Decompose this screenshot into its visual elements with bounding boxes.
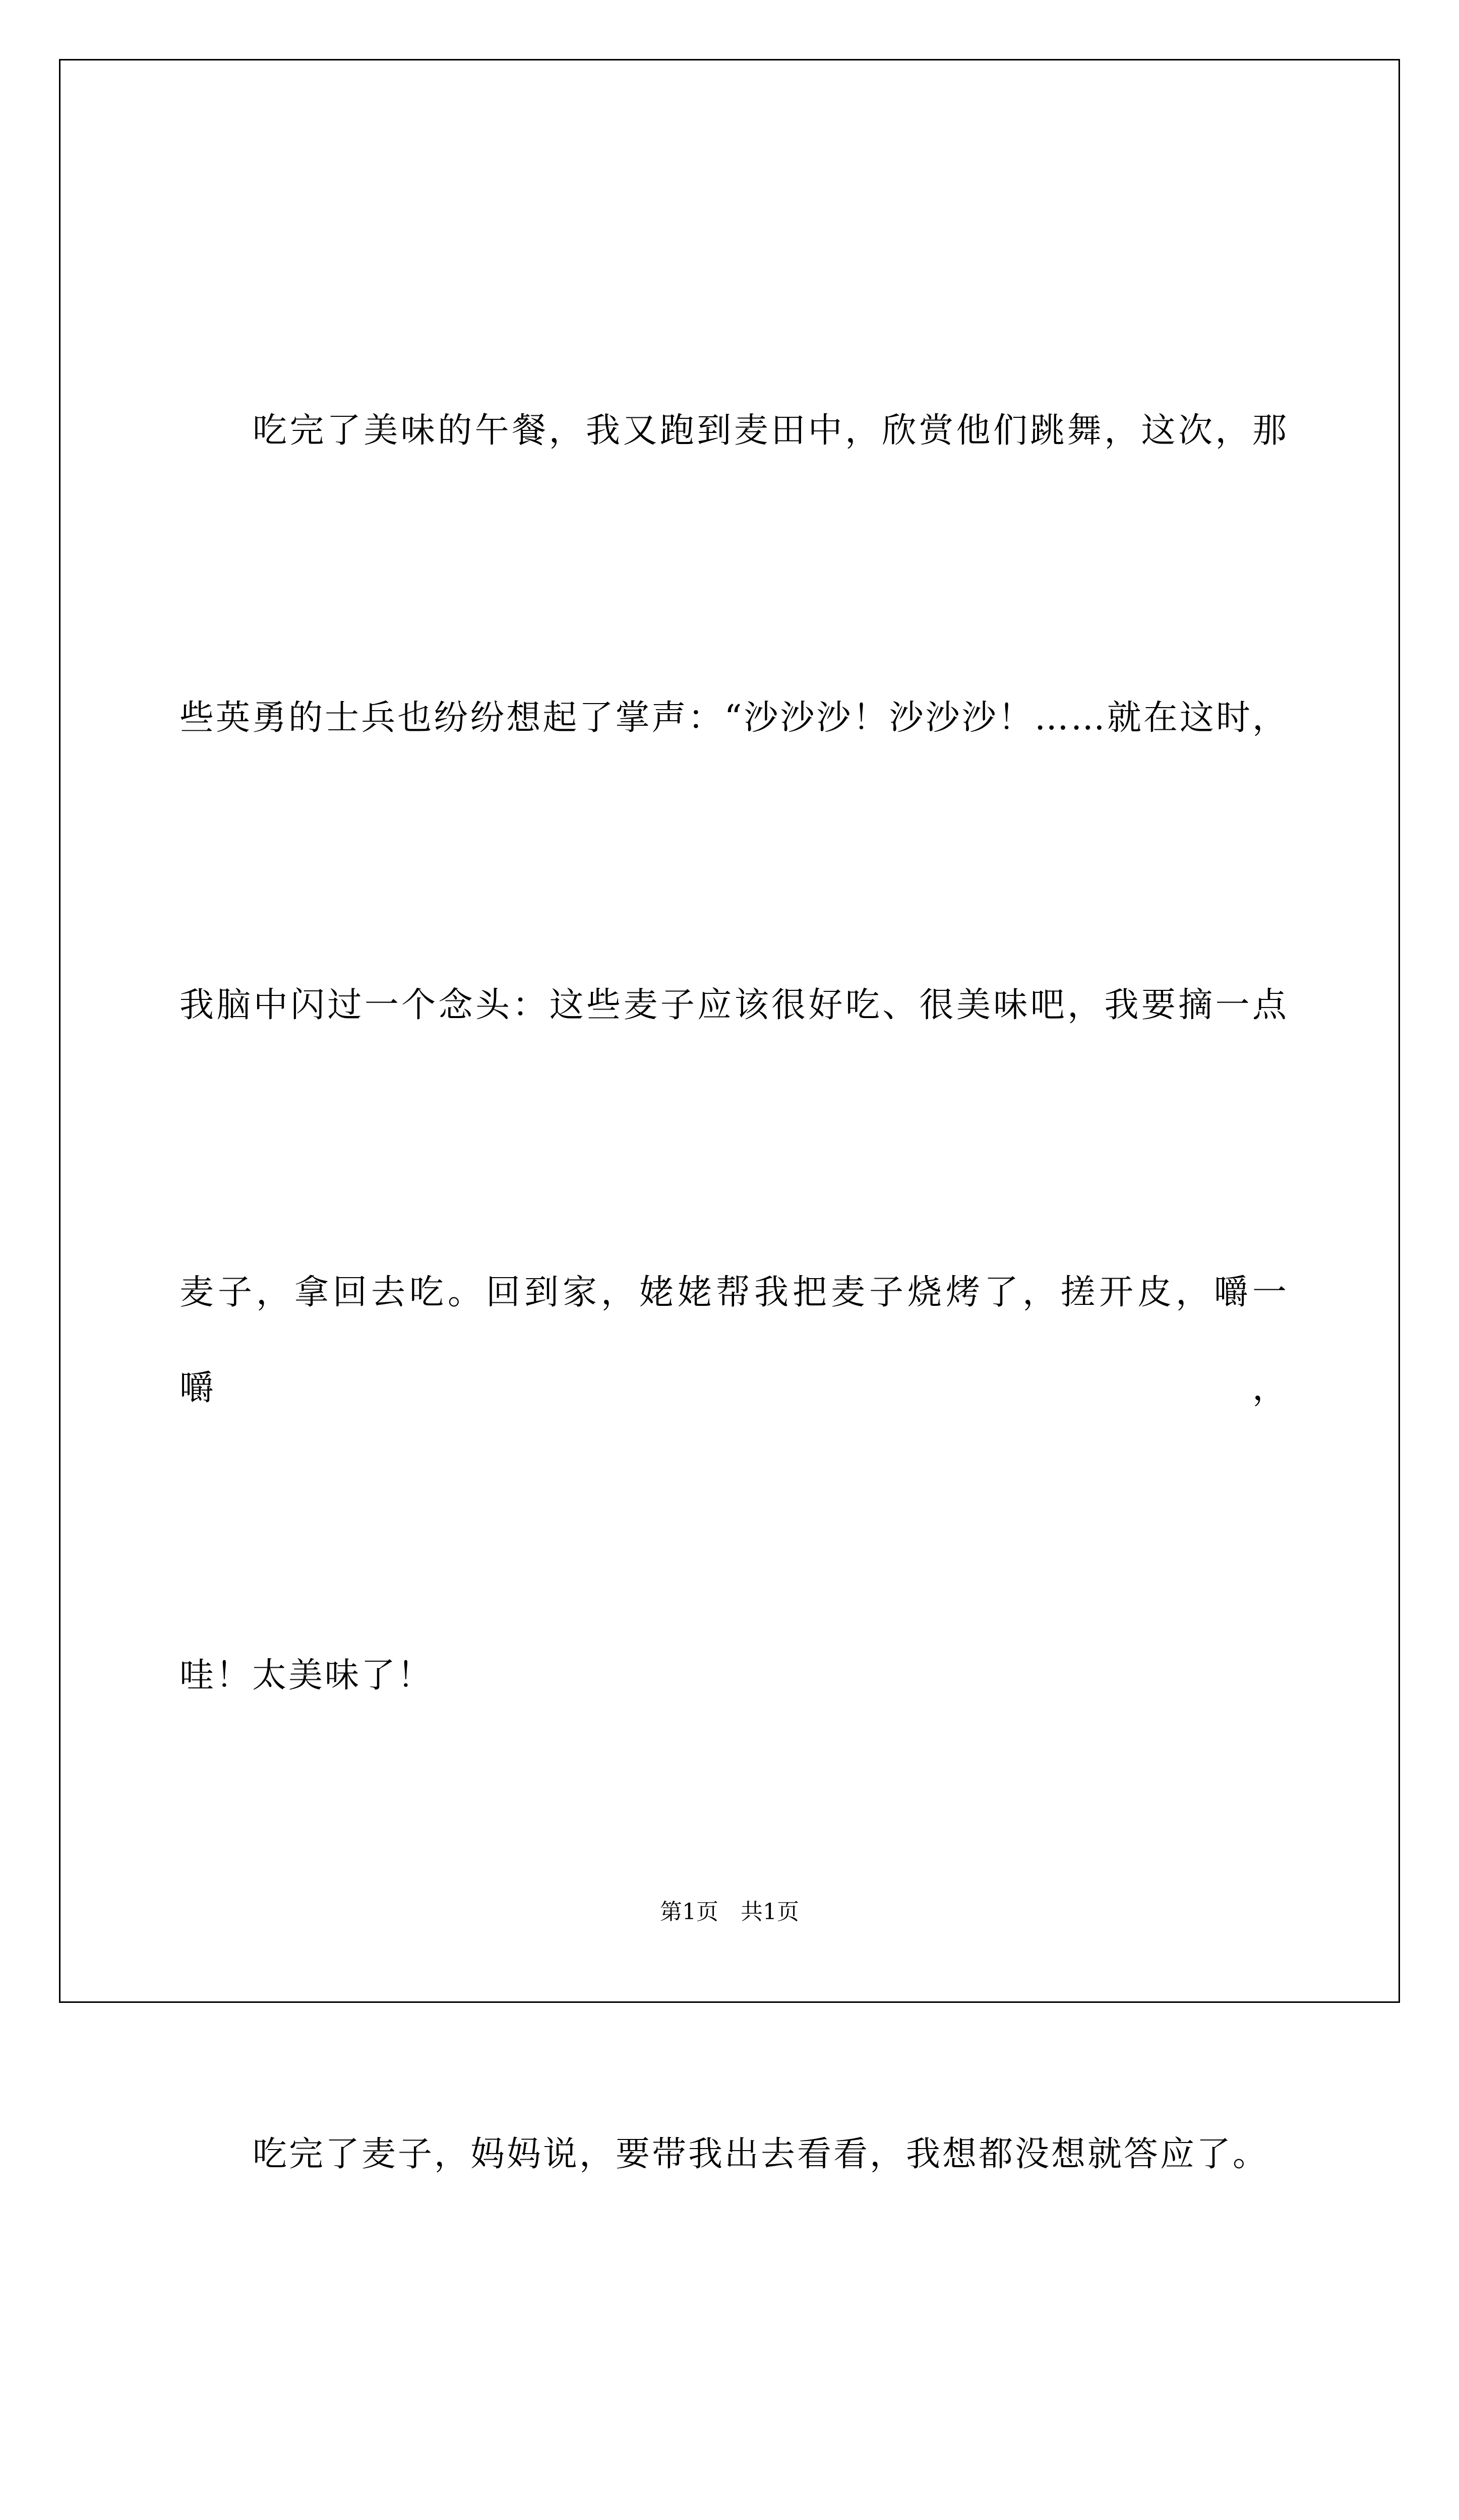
document-body [179, 192, 1289, 2520]
text-line: 我脑中闪过一个念头：这些麦子应该很好吃、很美味吧，我要摘一点 [179, 985, 1289, 1025]
paragraph [179, 192, 1289, 1915]
paragraph [179, 2394, 1289, 2520]
page-footer [0, 1894, 1459, 1926]
text-line: 吃完了麦子，妈妈说，要带我出去看看，我想都没想就答应了。 [253, 2134, 1269, 2174]
text-line: 麦子，拿回去吃。回到家，姥姥帮我把麦子烧烤了，搓开皮，嚼一嚼， [179, 1273, 1289, 1408]
text-line: 吃完了美味的午餐，我又跑到麦田中，欣赏他们跳舞，这次，那 [253, 411, 1289, 451]
text-line: 哇！太美味了！ [179, 1656, 434, 1695]
paragraph [179, 1915, 1289, 2394]
page-number-label: 第1页 共1页 [660, 1899, 799, 1925]
text-line: 些英勇的士兵也纷纷想起了掌声：“沙沙沙！沙沙沙！……就在这时， [179, 698, 1289, 738]
